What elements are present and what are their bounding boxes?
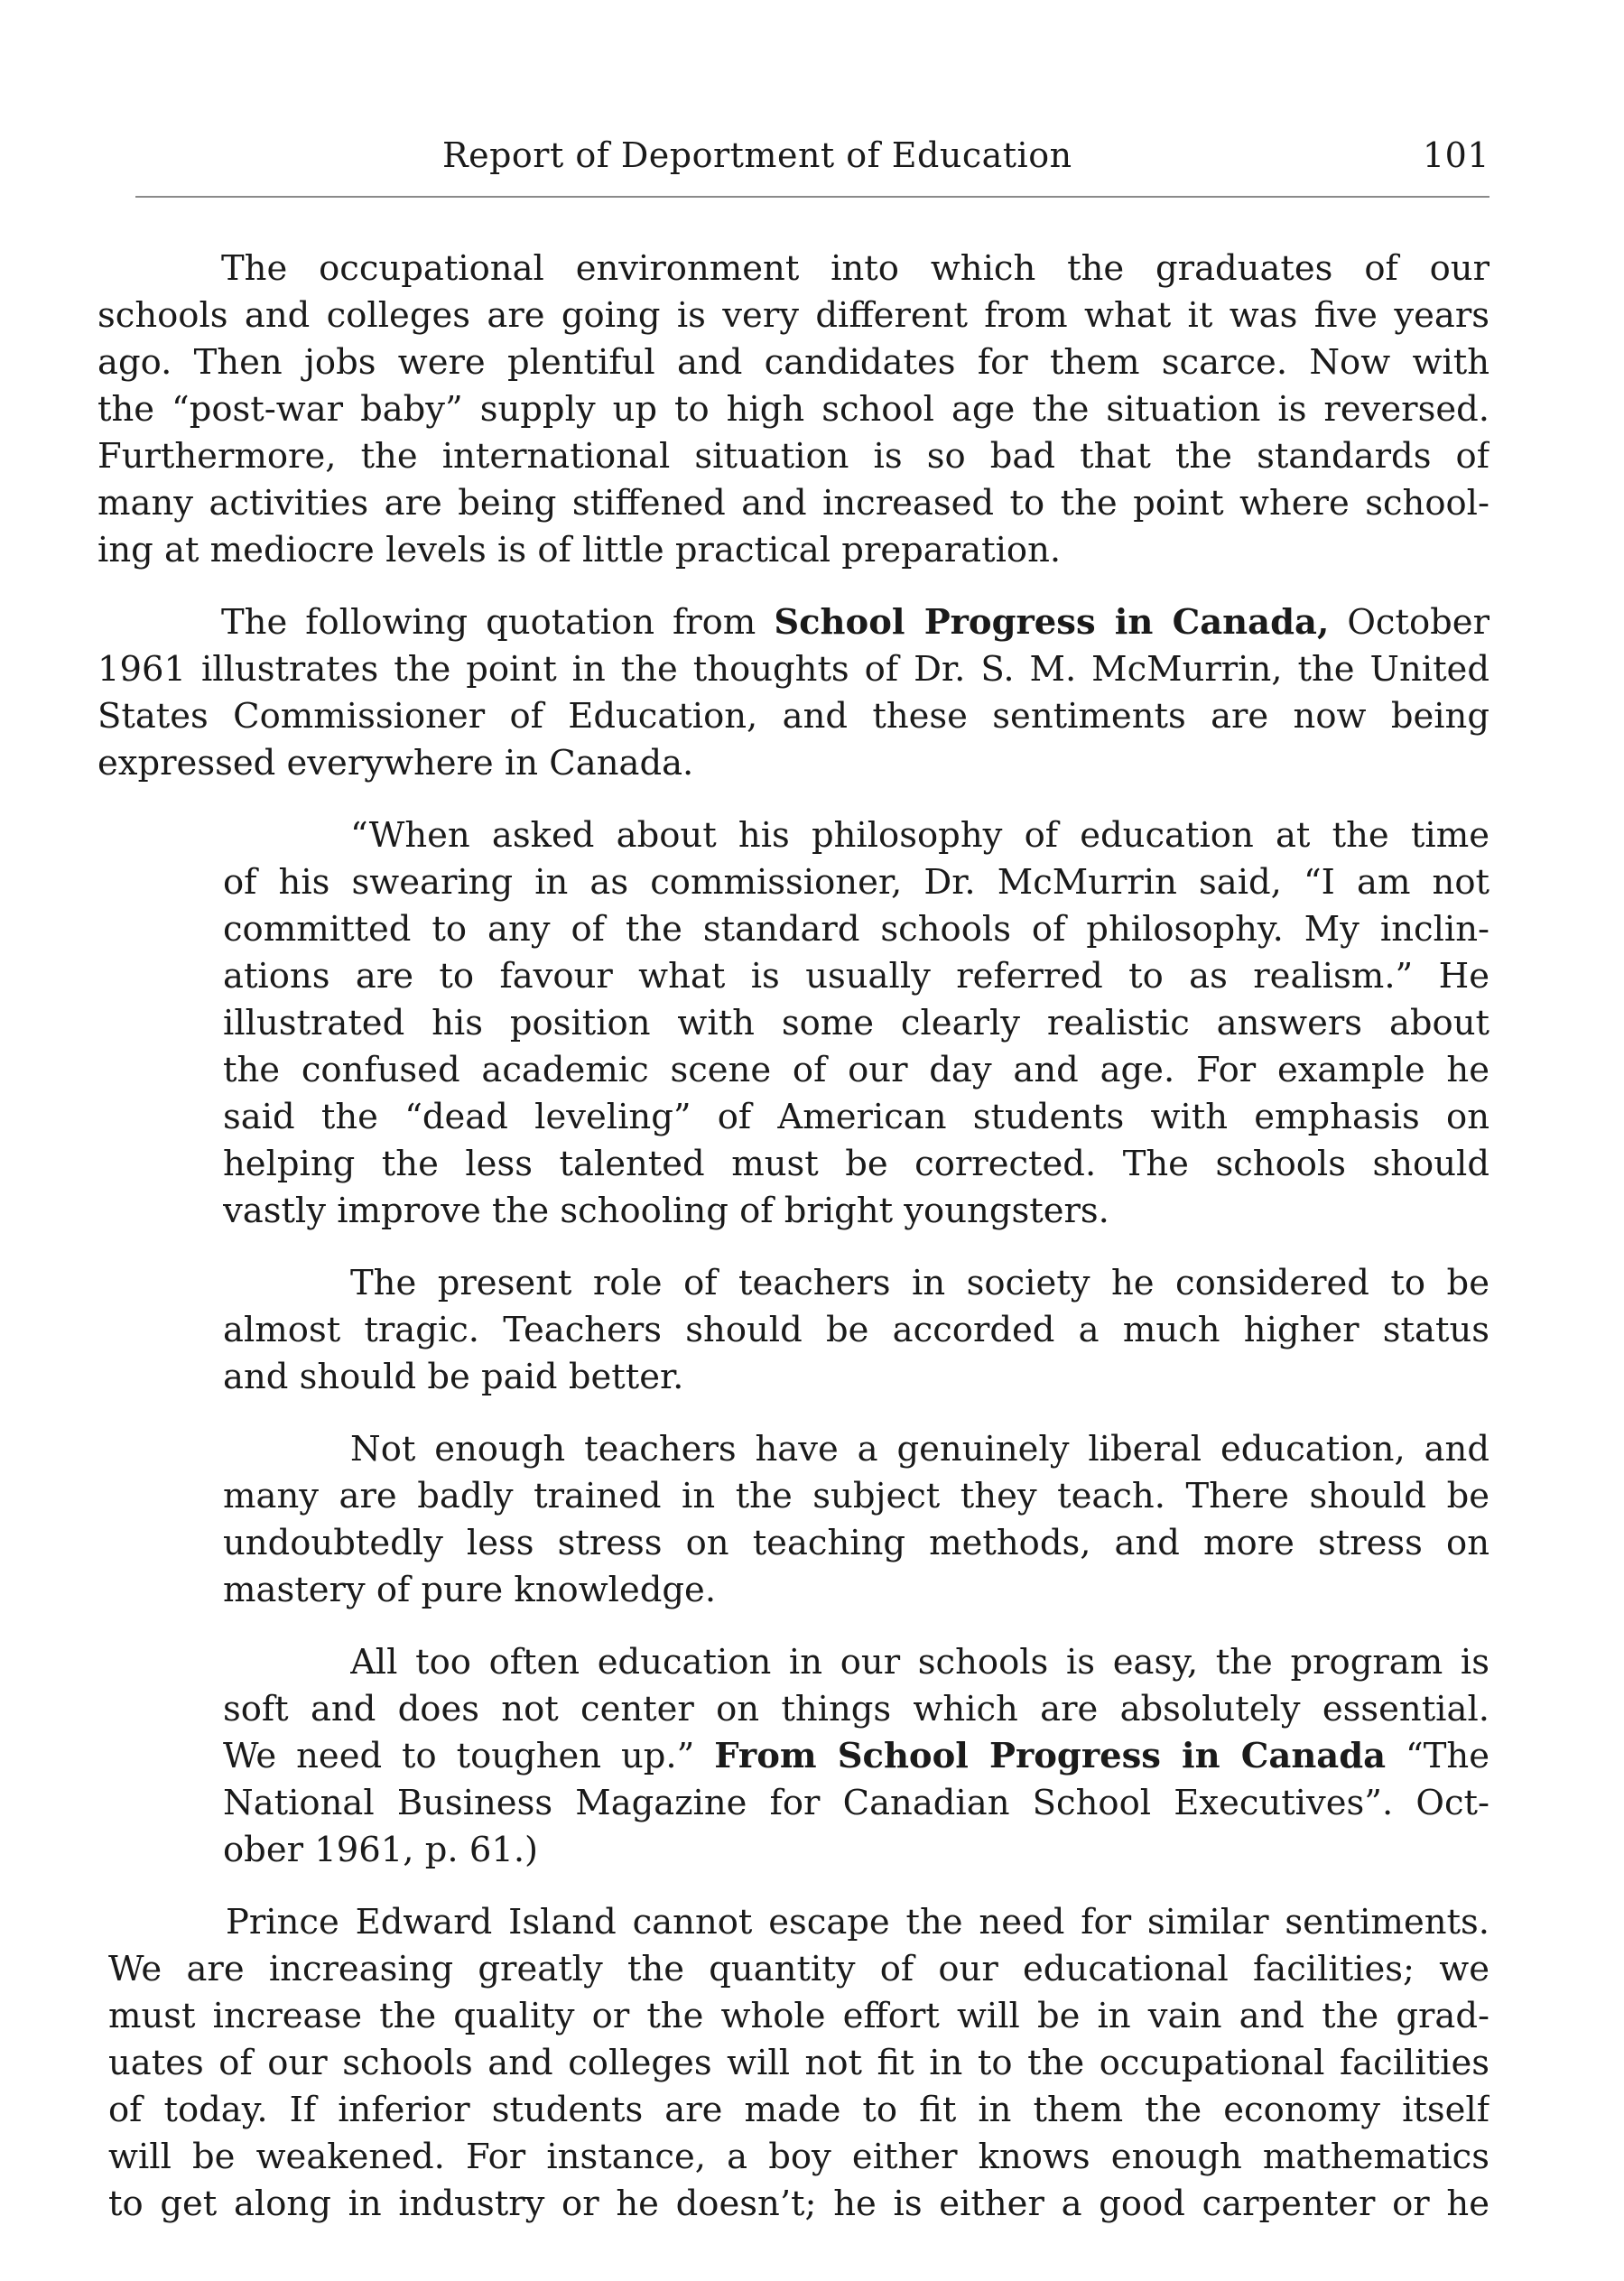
text-line: must increase the quality or the whole effort will be in vain and the grad- bbox=[108, 1996, 1489, 2036]
header-rule bbox=[135, 196, 1489, 198]
text-line: of his swearing in as commissioner, Dr. McMurrin said, “I am not bbox=[223, 862, 1489, 903]
running-header bbox=[415, 135, 1489, 190]
text-line: Furthermore, the international situation is so bad that the standards of bbox=[97, 436, 1489, 477]
text-line: “When asked about his philosophy of education at the time bbox=[350, 815, 1489, 856]
text-run: We need to toughen up.” bbox=[223, 1736, 715, 1776]
text-line: Not enough teachers have a genuinely liberal education, and bbox=[350, 1429, 1489, 1470]
header-title: Report of Deportment of Education bbox=[442, 135, 1072, 175]
text-line: expressed everywhere in Canada. bbox=[97, 743, 694, 784]
text-line: ago. Then jobs were plentiful and candidates for them scarce. Now with bbox=[97, 342, 1489, 383]
block-quote-paragraph bbox=[0, 1426, 1624, 1614]
page-number: 101 bbox=[1422, 135, 1489, 175]
text-line: the “post-war baby” supply up to high school age the situation is reversed. bbox=[97, 389, 1489, 430]
text-line: illustrated his position with some clearly realistic answers about bbox=[223, 1003, 1489, 1043]
text-line: The present role of teachers in society he considered to be bbox=[350, 1263, 1489, 1303]
text-line: mastery of pure knowledge. bbox=[223, 1570, 717, 1610]
text-line: committed to any of the standard schools of philosophy. My inclin- bbox=[223, 909, 1489, 950]
text-line bbox=[221, 599, 1489, 646]
body-text bbox=[0, 246, 1624, 2253]
publication-title: School Progress in Canada, bbox=[774, 602, 1330, 643]
text-line: and should be paid better. bbox=[223, 1357, 684, 1397]
text-line: ober 1961, p. 61.) bbox=[223, 1830, 539, 1870]
block-quote-paragraph bbox=[0, 1639, 1624, 1874]
text-line: All too often education in our schools is easy, the program is bbox=[350, 1642, 1489, 1683]
text-line: said the “dead leveling” of American students with emphasis on bbox=[223, 1097, 1489, 1137]
text-line: many are badly trained in the subject they teach. There should be bbox=[223, 1476, 1489, 1516]
block-quote-paragraph bbox=[0, 1260, 1624, 1401]
paragraph bbox=[0, 599, 1624, 787]
text-line: will be weakened. For instance, a boy either knows enough mathematics bbox=[108, 2137, 1489, 2177]
paragraph bbox=[0, 246, 1624, 574]
text-line: uates of our schools and colleges will not fit in to the occupational facilities bbox=[108, 2043, 1489, 2083]
text-line bbox=[223, 1733, 1489, 1780]
text-line: Prince Edward Island cannot escape the need for similar sentiments. bbox=[226, 1902, 1489, 1943]
text-line: of today. If inferior students are made to fit in them the economy itself bbox=[108, 2090, 1489, 2130]
paragraph bbox=[0, 1899, 1624, 2228]
text-line: helping the less talented must be corrected. The schools should bbox=[223, 1144, 1489, 1184]
text-line: 1961 illustrates the point in the thoughts of Dr. S. M. McMurrin, the United bbox=[97, 649, 1489, 690]
text-line: We are increasing greatly the quantity of our educational facilities; we bbox=[108, 1949, 1489, 1989]
text-line: to get along in industry or he doesn’t; he is either a good carpenter or he bbox=[108, 2184, 1489, 2224]
text-line: undoubtedly less stress on teaching methods, and more stress on bbox=[223, 1523, 1489, 1563]
text-line: States Commissioner of Education, and these sentiments are now being bbox=[97, 696, 1489, 737]
text-line: the confused academic scene of our day and age. For example he bbox=[223, 1050, 1489, 1090]
publication-title: From School Progress in Canada bbox=[714, 1736, 1387, 1776]
text-line: soft and does not center on things which are absolutely essential. bbox=[223, 1689, 1489, 1729]
text-line: ing at mediocre levels is of little practical preparation. bbox=[97, 530, 1062, 570]
text-run: “The bbox=[1386, 1736, 1489, 1776]
text-line: almost tragic. Teachers should be accorded a much higher status bbox=[223, 1310, 1489, 1350]
text-line: ations are to favour what is usually referred to as realism.” He bbox=[223, 956, 1489, 997]
text-line: vastly improve the schooling of bright youngsters. bbox=[223, 1191, 1109, 1231]
text-run: The following quotation from bbox=[221, 602, 775, 643]
text-run: October bbox=[1329, 602, 1489, 643]
text-line: National Business Magazine for Canadian School Executives”. Oct- bbox=[223, 1783, 1489, 1823]
text-line: The occupational environment into which the graduates of our bbox=[221, 248, 1489, 289]
block-quote-paragraph bbox=[0, 812, 1624, 1235]
text-line: many activities are being stiffened and increased to the point where school- bbox=[97, 483, 1489, 524]
text-line: schools and colleges are going is very different from what it was five years bbox=[97, 295, 1489, 336]
